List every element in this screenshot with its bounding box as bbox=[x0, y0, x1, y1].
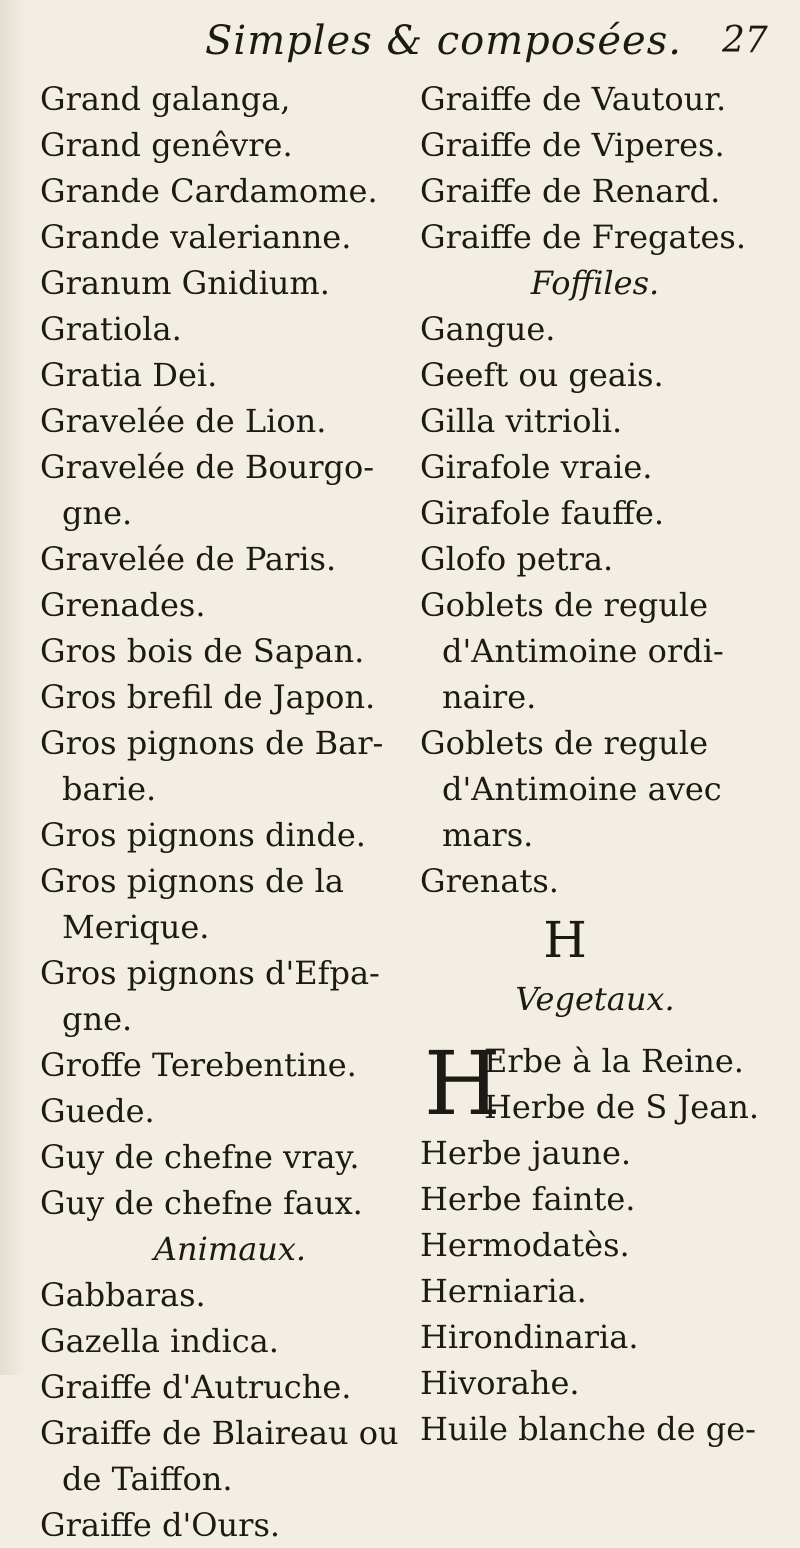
list-item-continuation: mars. bbox=[442, 816, 534, 854]
list-item-continuation: gne. bbox=[62, 494, 133, 532]
right-column bbox=[420, 76, 770, 1452]
list-item: Guy de chefne faux. bbox=[40, 1184, 363, 1222]
list-item: Huile blanche de ge- bbox=[420, 1410, 756, 1448]
list-item: Grand galanga, bbox=[40, 80, 291, 118]
list-item: Gravelée de Lion. bbox=[40, 402, 327, 440]
list-item: Hermodatès. bbox=[420, 1226, 630, 1264]
list-item: Gros pignons de la bbox=[40, 862, 344, 900]
list-item: Hivorahe. bbox=[420, 1364, 580, 1402]
list-item: Gravelée de Bourgo- bbox=[40, 448, 375, 486]
list-item: Gravelée de Paris. bbox=[40, 540, 337, 578]
list-item: Graiffe de Blaireau ou bbox=[40, 1414, 399, 1452]
page-number: 27 bbox=[722, 20, 768, 61]
list-item: Gros pignons de Bar- bbox=[40, 724, 384, 762]
list-item: Guy de chefne vray. bbox=[40, 1138, 360, 1176]
list-item-continuation: d'Antimoine ordi- bbox=[442, 632, 724, 670]
list-item: Gabbaras. bbox=[40, 1276, 206, 1314]
list-item-continuation: barie. bbox=[62, 770, 157, 808]
list-item: Grande Cardamome. bbox=[40, 172, 378, 210]
list-item: Goblets de regule bbox=[420, 586, 709, 624]
list-item: Hirondinaria. bbox=[420, 1318, 639, 1356]
section-heading-animaux: Animaux. bbox=[153, 1230, 307, 1268]
list-item: Gratia Dei. bbox=[40, 356, 218, 394]
list-item: Gilla vitrioli. bbox=[420, 402, 623, 440]
list-item: Gratiola. bbox=[40, 310, 182, 348]
list-item: Gros pignons d'Efpa- bbox=[40, 954, 380, 992]
list-item: Graiffe de Fregates. bbox=[420, 218, 746, 256]
list-item: Girafole fauffe. bbox=[420, 494, 664, 532]
list-item: Granum Gnidium. bbox=[40, 264, 330, 302]
list-item: Grenats. bbox=[420, 862, 559, 900]
page-edge bbox=[0, 0, 26, 1375]
list-item: Geeft ou geais. bbox=[420, 356, 664, 394]
list-item: Grenades. bbox=[40, 586, 206, 624]
list-item: Graiffe de Renard. bbox=[420, 172, 721, 210]
letter-heading-h: H bbox=[543, 911, 587, 969]
list-item: Graiffe d'Ours. bbox=[40, 1506, 281, 1544]
list-item: Guede. bbox=[40, 1092, 155, 1130]
list-item-continuation: naire. bbox=[442, 678, 537, 716]
list-item: Herbe jaune. bbox=[420, 1134, 632, 1172]
list-item: Gros brefil de Japon. bbox=[40, 678, 376, 716]
list-item: Goblets de regule bbox=[420, 724, 709, 762]
running-title: Simples & composées. bbox=[205, 18, 682, 64]
section-heading-vegetaux: Vegetaux. bbox=[515, 980, 675, 1018]
list-item-continuation: de Taiffon. bbox=[62, 1460, 233, 1498]
section-heading-fossiles: Foffiles. bbox=[530, 264, 660, 302]
list-item-continuation: d'Antimoine avec bbox=[442, 770, 722, 808]
list-item: Gazella indica. bbox=[40, 1322, 279, 1360]
page-header bbox=[0, 6, 800, 66]
list-item: Grand genêvre. bbox=[40, 126, 293, 164]
list-item: Gros pignons dinde. bbox=[40, 816, 366, 854]
list-item: Herniaria. bbox=[420, 1272, 587, 1310]
list-item: Girafole vraie. bbox=[420, 448, 653, 486]
left-column bbox=[40, 76, 399, 1548]
list-item-continuation: gne. bbox=[62, 1000, 133, 1038]
list-item: Gros bois de Sapan. bbox=[40, 632, 365, 670]
list-item: Graiffe de Vautour. bbox=[420, 80, 727, 118]
list-item: Gangue. bbox=[420, 310, 556, 348]
list-item: Glofo petra. bbox=[420, 540, 614, 578]
list-item: Erbe à la Reine. bbox=[484, 1042, 744, 1080]
dropcap-block bbox=[420, 1032, 770, 1135]
list-item: Graiffe de Viperes. bbox=[420, 126, 725, 164]
list-item: Groffe Terebentine. bbox=[40, 1046, 357, 1084]
list-item: Herbe fainte. bbox=[420, 1180, 636, 1218]
drop-capital: H bbox=[424, 1032, 501, 1135]
list-item: Graiffe d'Autruche. bbox=[40, 1368, 352, 1406]
list-item: Herbe de S Jean. bbox=[484, 1088, 760, 1126]
list-item: Grande valerianne. bbox=[40, 218, 352, 256]
list-item-continuation: Merique. bbox=[62, 908, 210, 946]
